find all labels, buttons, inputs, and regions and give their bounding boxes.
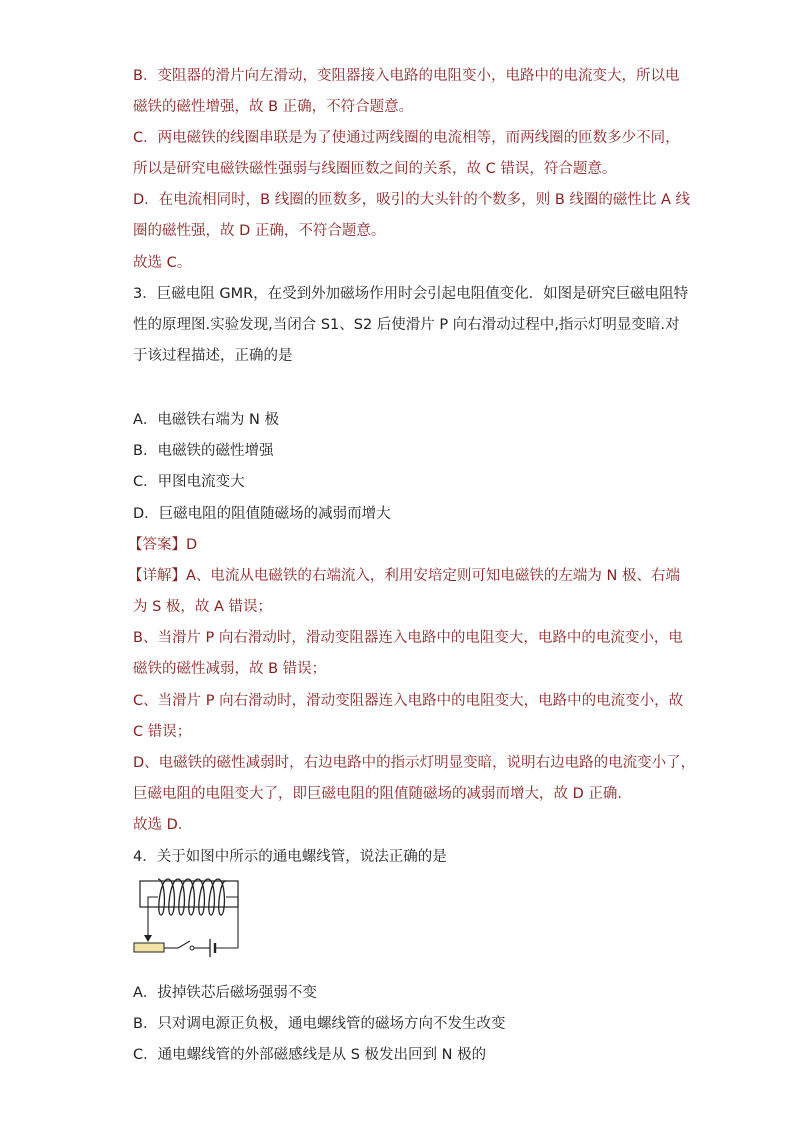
q3-detail-c-line2: C 错误； [133,724,192,740]
q3-conclusion: 故选 D． [133,817,193,833]
answer-tag: 【答案】 [128,537,186,553]
q4-stem: 4．关于如图中所示的通电螺线管，说法正确的是 [133,849,447,865]
slider-arrow [144,935,152,942]
q3-detail-a-line1 [128,566,680,586]
q4-option-b: B．只对调电源正负极，通电螺线管的磁场方向不发生改变 [133,1016,506,1032]
q3-option-b: B．电磁铁的磁性增强 [133,443,274,459]
q3-detail-b-line1: B、当滑片 P 向右滑动时，滑动变阻器连入电路中的电阻变大，电路中的电流变小，电 [133,630,683,646]
q3-option-c: C．甲图电流变大 [133,474,245,490]
q3-stem-line2: 性的原理图.实验发现,当闭合 S1、S2 后使滑片 P 向右滑动过程中,指示灯明显变暗.对 [133,317,680,333]
q3-stem-line1: 3．巨磁电阻 GMR，在受到外加磁场作用时会引起电阻值变化．如图是研究巨磁电阻特 [133,286,689,302]
detail-tag: 【详解】 [128,568,186,584]
q3-option-a: A．电磁铁右端为 N 极 [133,412,279,428]
prev-solution-d-line2: 圈的磁性强，故 D 正确，不符合题意。 [133,223,386,239]
q3-detail-d-line1: D、电磁铁的磁性减弱时，右边电路中的指示灯明显变暗，说明右边电路的电流变小了， [133,755,696,771]
q3-detail-b-line2: 磁铁的磁性减弱，故 B 错误； [133,661,327,677]
prev-solution-b-line1: B．变阻器的滑片向左滑动，变阻器接入电路的电阻变小，电路中的电流变大，所以电 [133,68,680,84]
q3-answer [128,535,197,555]
q4-option-c: C．通电螺线管的外部磁感线是从 S 极发出回到 N 极的 [133,1047,487,1063]
q3-detail-a-line2: 为 S 极，故 A 错误； [133,599,273,615]
q3-detail-c-line1: C、当滑片 P 向右滑动时，滑动变阻器连入电路中的电阻变大，电路中的电流变小，故 [133,693,684,709]
prev-solution-c-line1: C．两电磁铁的线圈串联是为了使通过两线圈的电流相等，而两线圈的匝数多少不同， [133,130,680,146]
solenoid-circuit-figure [128,875,248,965]
q3-stem-line3: 于该过程描述，正确的是 [133,348,293,364]
answer-value: D [186,537,198,553]
q4-option-a: A．拔掉铁芯后磁场强弱不变 [133,985,317,1001]
prev-solution-c-line2: 所以是研究电磁铁磁性强弱与线圈匝数之间的关系，故 C 错误，符合题意。 [133,161,617,177]
prev-solution-b-line2: 磁铁的磁性增强，故 B 正确，不符合题意。 [133,99,414,115]
q3-option-d: D．巨磁电阻的阻值随磁场的减弱而增大 [133,506,391,522]
switch [178,941,190,948]
prev-solution-d-line1: D．在电流相同时，B 线圈的匝数多，吸引的大头针的个数多，则 B 线圈的磁性比 A 线 [133,192,691,208]
q3-detail-d-line2: 巨磁电阻的电阻变大了，即巨磁电阻的阻值随磁场的减弱而增大，故 D 正确． [133,786,632,802]
rheostat [134,943,164,952]
coil-windings [158,879,226,915]
prev-solution-conclusion: 故选 C。 [133,255,192,271]
detail-a-text: A、电流从电磁铁的右端流入，利用安培定则可知电磁铁的左端为 N 极、右端 [186,568,680,584]
